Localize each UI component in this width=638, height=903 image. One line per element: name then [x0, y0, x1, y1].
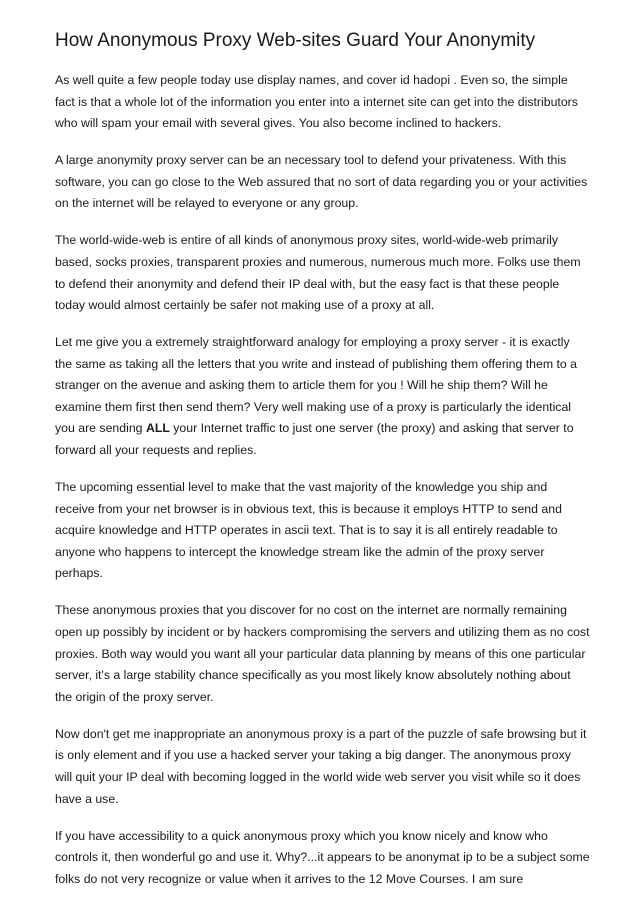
paragraph-4-text-start: Let me give you a extremely straightforward analogy for employing a proxy server - it is exactly the same as taking all the letters that you write and instead of publishing them offering them to a stranger on the avenue and asking them to article them for you ! Will he ship them? Will he examine them first then send them? Very well making use of a proxy is particularly the identical you are sending — [55, 335, 578, 436]
document-body — [55, 70, 590, 903]
paragraph-2: A large anonymity proxy server can be an necessary tool to defend your privateness. With this software, you can go close to the Web assured that no sort of data regarding you or your activities on the internet will be relayed to everyone or any group. — [55, 153, 588, 211]
paragraph-1: As well quite a few people today use display names, and cover id hadopi . Even so, the simple fact is that a whole lot of the information you enter into a internet site can get into the distributors who will spam your email with several gives. You also become inclined to hackers. — [55, 73, 578, 131]
paragraph-5: The upcoming essential level to make that the vast majority of the knowledge you ship and receive from your net browser is in obvious text, this is because it employs HTTP to send and acquire knowledge and HTTP operates in ascii text. That is to say it is all entirely readable to anyone who happens to intercept the knowledge stream like the admin of the proxy server perhaps. — [55, 480, 562, 581]
document-title: How Anonymous Proxy Web-sites Guard Your Anonymity — [55, 30, 536, 51]
paragraph-4-emphasis: ALL — [145, 421, 170, 436]
paragraph-3: The world-wide-web is entire of all kinds of anonymous proxy sites, world-wide-web primarily based, socks proxies, transparent proxies and numerous, numerous much more. Folks use them to defend their anonymity and defend their IP deal with, but the easy fact is that these people today would almost certainly be safer not making use of a proxy at all. — [55, 233, 581, 313]
paragraph-6: These anonymous proxies that you discover for no cost on the internet are normally remaining open up possibly by incident or by hackers compromising the servers and utilizing them as no cost proxies. Both way would you want all your particular data planning by means of this one particular server, it's a large stability chance specifically as you most likely know absolutely nothing about the origin of the proxy server. — [55, 603, 590, 704]
paragraph-7: Now don't get me inappropriate an anonymous proxy is a part of the puzzle of safe browsing but it is only element and if you use a hacked server your taking a big danger. The anonymous proxy will quit your IP deal with becoming logged in the world wide web server you visit while so it does have a use. — [55, 726, 587, 806]
paragraph-4-text-end: your Internet traffic to just one server (the proxy) and asking that server to forward all your requests and replies. — [55, 421, 574, 458]
paragraph-4 — [55, 332, 590, 462]
paragraph-8: If you have accessibility to a quick anonymous proxy which you know nicely and know who controls it, then wonderful go and use it. Why?...it appears to be anonymat ip to be a subject some folks do not very recognize or value when it arrives to the 12 Move Courses. I am sure — [55, 828, 590, 886]
